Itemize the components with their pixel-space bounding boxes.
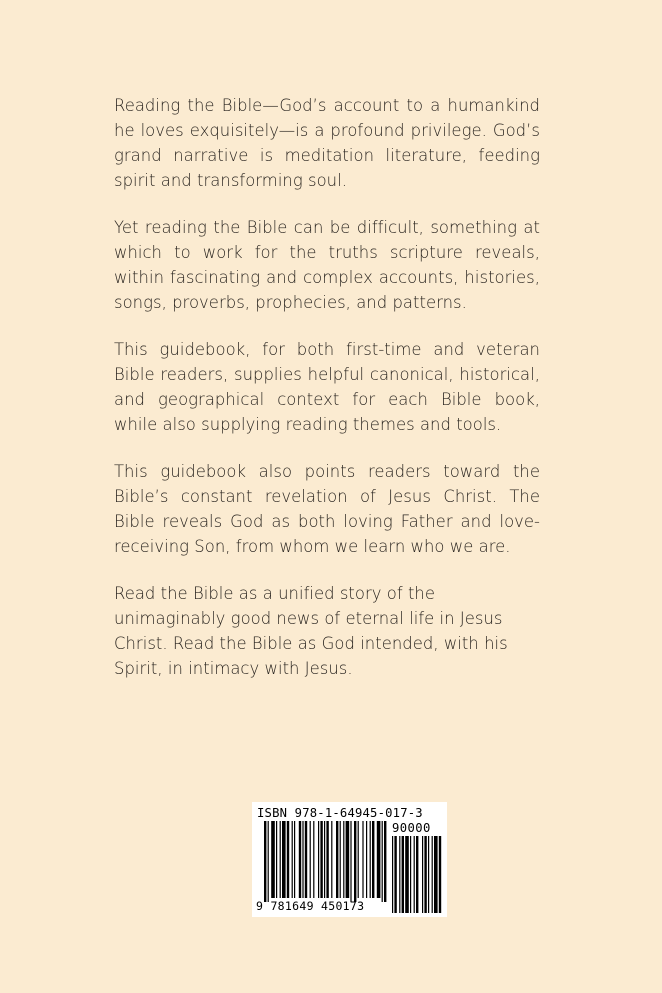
- blurb-paragraph-5: Read the Bible as a unified story of the unimaginably good news of eternal life in Jesus Christ. Read the Bible as God intended, with his Spirit, in intimacy with Jesus.: [114, 584, 508, 678]
- blurb-paragraph-1: Reading the Bible—God’s account to a humankind he loves exquisitely—is a profound privilege. God’s grand narrative is meditation literature, feeding spirit and transforming soul.: [114, 96, 540, 190]
- blurb-paragraph-2: Yet reading the Bible can be difficult, something at which to work for the truths scripture reveals, within fascinating and complex accounts, histories, songs, proverbs, prophecies, and patterns.: [114, 218, 540, 312]
- isbn-barcode: [252, 802, 447, 917]
- blurb-paragraph-3: This guidebook, for both first-time and veteran Bible readers, supplies helpful canonical, historical, and geographical context for each Bible book, while also supplying reading themes and tools.: [114, 340, 540, 434]
- isbn-label: ISBN 978-1-64945-017-3: [257, 806, 423, 820]
- price-code: 90000: [392, 821, 431, 835]
- blurb-paragraph-4: This guidebook also points readers toward the Bible’s constant revelation of Jesus Christ. The Bible reveals God as both loving Father and love-receiving Son, from whom we learn who we are.: [114, 462, 540, 556]
- ean-digits: 9 781649 450173: [256, 899, 365, 913]
- back-cover-blurb: [114, 93, 540, 703]
